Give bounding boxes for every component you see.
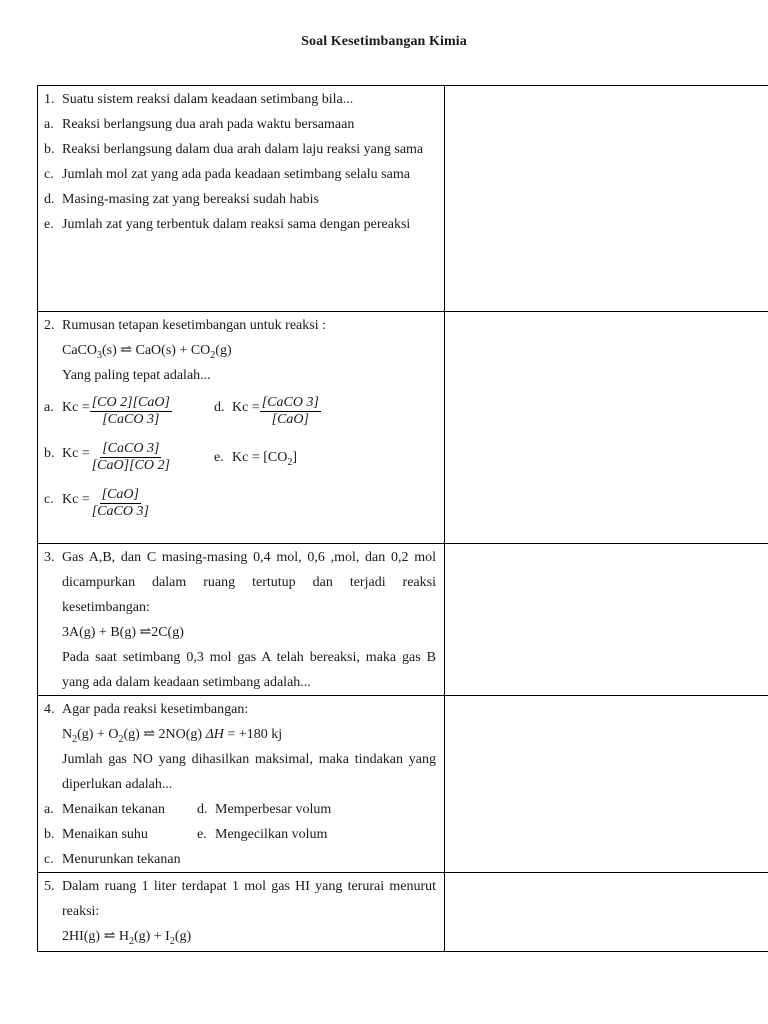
question-prompt: Jumlah gas NO yang dihasilkan maksimal, maka tindakan yang diperlukan adalah... [62,752,436,792]
option-c [44,847,214,872]
question-stem [44,313,436,338]
answer-cell-1[interactable] [445,86,768,312]
option-d [44,187,436,212]
question-stem [44,874,436,924]
question-prompt: Pada saat setimbang 0,3 mol gas A telah bereaksi, maka gas B yang ada dalam keadaan setimbang adalah... [62,650,436,690]
reaction-equation [44,338,436,363]
question-cell-2 [38,312,445,544]
options-row-c [44,480,436,526]
question-cell-3 [38,544,445,696]
question-row-3 [38,544,768,696]
option-text: Memperbesar volum [215,802,332,817]
option-letter: b. [44,827,55,842]
question-text: Suatu sistem reaksi dalam keadaan setimbang bila... [62,92,354,107]
options-row-ad [44,797,436,822]
option-c [44,487,214,520]
option-letter: c. [44,167,54,182]
fraction-numerator: [CO 2][CaO] [91,394,170,410]
fraction-denominator: [CaCO 3] [102,411,160,427]
reaction-part: (g) [215,343,232,358]
option-d [197,797,331,822]
question-stem [44,545,436,620]
option-text: Reaksi berlangsung dua arah pada waktu bersamaan [62,117,355,132]
question-number: 1. [44,92,55,107]
answer-cell-3[interactable] [445,544,768,696]
option-text: Kc = [CO [232,449,288,465]
question-row-1 [38,86,768,312]
option-text: Masing-masing zat yang bereaksi sudah habis [62,192,319,207]
reaction-part: (g) ⥨ 2NO(g) [123,727,206,742]
answer-cell-2[interactable] [445,312,768,544]
option-letter: d. [214,399,225,415]
option-letter: d. [44,192,55,207]
option-letter: b. [44,142,55,157]
question-text: Dalam ruang 1 liter terdapat 1 mol gas HI yang terurai menurut reaksi: [62,879,436,919]
option-e [44,212,436,237]
question-row-5 [38,873,768,952]
option-subscript: 2 [287,456,293,468]
question-stem [44,697,436,722]
option-letter: d. [197,802,208,817]
fraction-denominator: [CaO][CO 2] [91,457,170,473]
reaction-part: (s) ⥨ CaO(s) + CO [102,343,211,358]
fraction-denominator: [CaCO 3] [91,503,149,519]
options-row-c [44,847,436,872]
option-text: ] [292,449,298,465]
option-text: Menurunkan tekanan [62,852,181,867]
kc-label: Kc = [232,399,260,415]
reaction-part: 2HI(g) ⥨ H [62,929,129,944]
option-text: Reaksi berlangsung dalam dua arah dalam laju reaksi yang sama [62,142,424,157]
reaction-equation: 3A(g) + B(g) ⥨2C(g) [62,625,184,640]
fraction-numerator: [CaO] [101,486,139,502]
options-row-ad [44,388,436,434]
fraction-numerator: [CaCO 3] [261,394,319,410]
kc-fraction [90,395,172,428]
question-row-2 [38,312,768,544]
option-letter: e. [44,217,54,232]
reaction-subscript: 3 [97,349,102,361]
option-a [44,112,436,137]
question-text: Rumusan tetapan kesetimbangan untuk reaksi : [62,318,326,333]
reaction-part: N [62,727,73,742]
question-stem [44,87,436,112]
option-a [44,395,214,428]
option-b [44,441,214,474]
option-letter: e. [214,449,224,465]
question-number: 4. [44,702,55,717]
reaction-part: (g) + O [77,727,119,742]
reaction-equation [44,722,436,747]
kc-fraction [90,487,151,520]
question-number: 3. [44,550,55,565]
question-cell-1 [38,86,445,312]
question-prompt: Yang paling tepat adalah... [62,368,211,383]
option-text: Menaikan suhu [62,827,148,842]
option-e [197,822,327,847]
option-c [44,162,436,187]
option-letter: a. [44,399,54,415]
answer-cell-4[interactable] [445,696,768,873]
option-b [44,137,436,162]
option-letter: e. [197,827,207,842]
reaction-subscript: 2 [210,349,216,361]
question-number: 2. [44,318,55,333]
options-row-be [44,822,436,847]
option-a [44,797,197,822]
option-e [214,445,297,470]
options-row-be [44,434,436,480]
kc-label: Kc = [62,491,90,507]
reaction-part: (g) [174,929,192,944]
option-d [214,395,321,428]
option-letter: a. [44,802,54,817]
option-b [44,822,197,847]
option-text: Mengecilkan volum [215,827,328,842]
question-cell-5 [38,873,445,952]
delta-h-symbol: ΔH [205,727,224,742]
option-text: Jumlah mol zat yang ada pada keadaan setimbang selalu sama [62,167,410,182]
answer-cell-5[interactable] [445,873,768,952]
reaction-subscript: 2 [72,733,78,745]
reaction-subscript: 2 [169,935,175,947]
option-text: Jumlah zat yang terbentuk dalam reaksi sama dengan pereaksi [62,217,411,232]
reaction-part: (g) + I [133,929,170,944]
fraction-numerator: [CaCO 3] [102,440,160,456]
question-number: 5. [44,879,55,894]
reaction-subscript: 2 [118,733,124,745]
question-row-4 [38,696,768,873]
kc-label: Kc = [62,445,90,461]
reaction-subscript: 2 [128,935,134,947]
kc-fraction [90,441,172,474]
kc-fraction [260,395,321,428]
option-text: Menaikan tekanan [62,802,166,817]
fraction-denominator: [CaO] [271,411,309,427]
reaction-part: CaCO [62,343,97,358]
page-title: Soal Kesetimbangan Kimia [301,34,467,49]
option-letter: b. [44,445,55,461]
reaction-part: = +180 kj [223,727,283,742]
reaction-equation [44,924,436,949]
option-letter: c. [44,852,54,867]
option-letter: a. [44,117,54,132]
option-letter: c. [44,491,54,507]
question-cell-4 [38,696,445,873]
question-text: Gas A,B, dan C masing-masing 0,4 mol, 0,6 ,mol, dan 0,2 mol dicampurkan dalam ruang tertutup dan terjadi reaksi kesetimbangan: [62,550,436,615]
question-table [37,85,768,952]
kc-label: Kc = [62,399,90,415]
question-text: Agar pada reaksi kesetimbangan: [62,702,249,717]
